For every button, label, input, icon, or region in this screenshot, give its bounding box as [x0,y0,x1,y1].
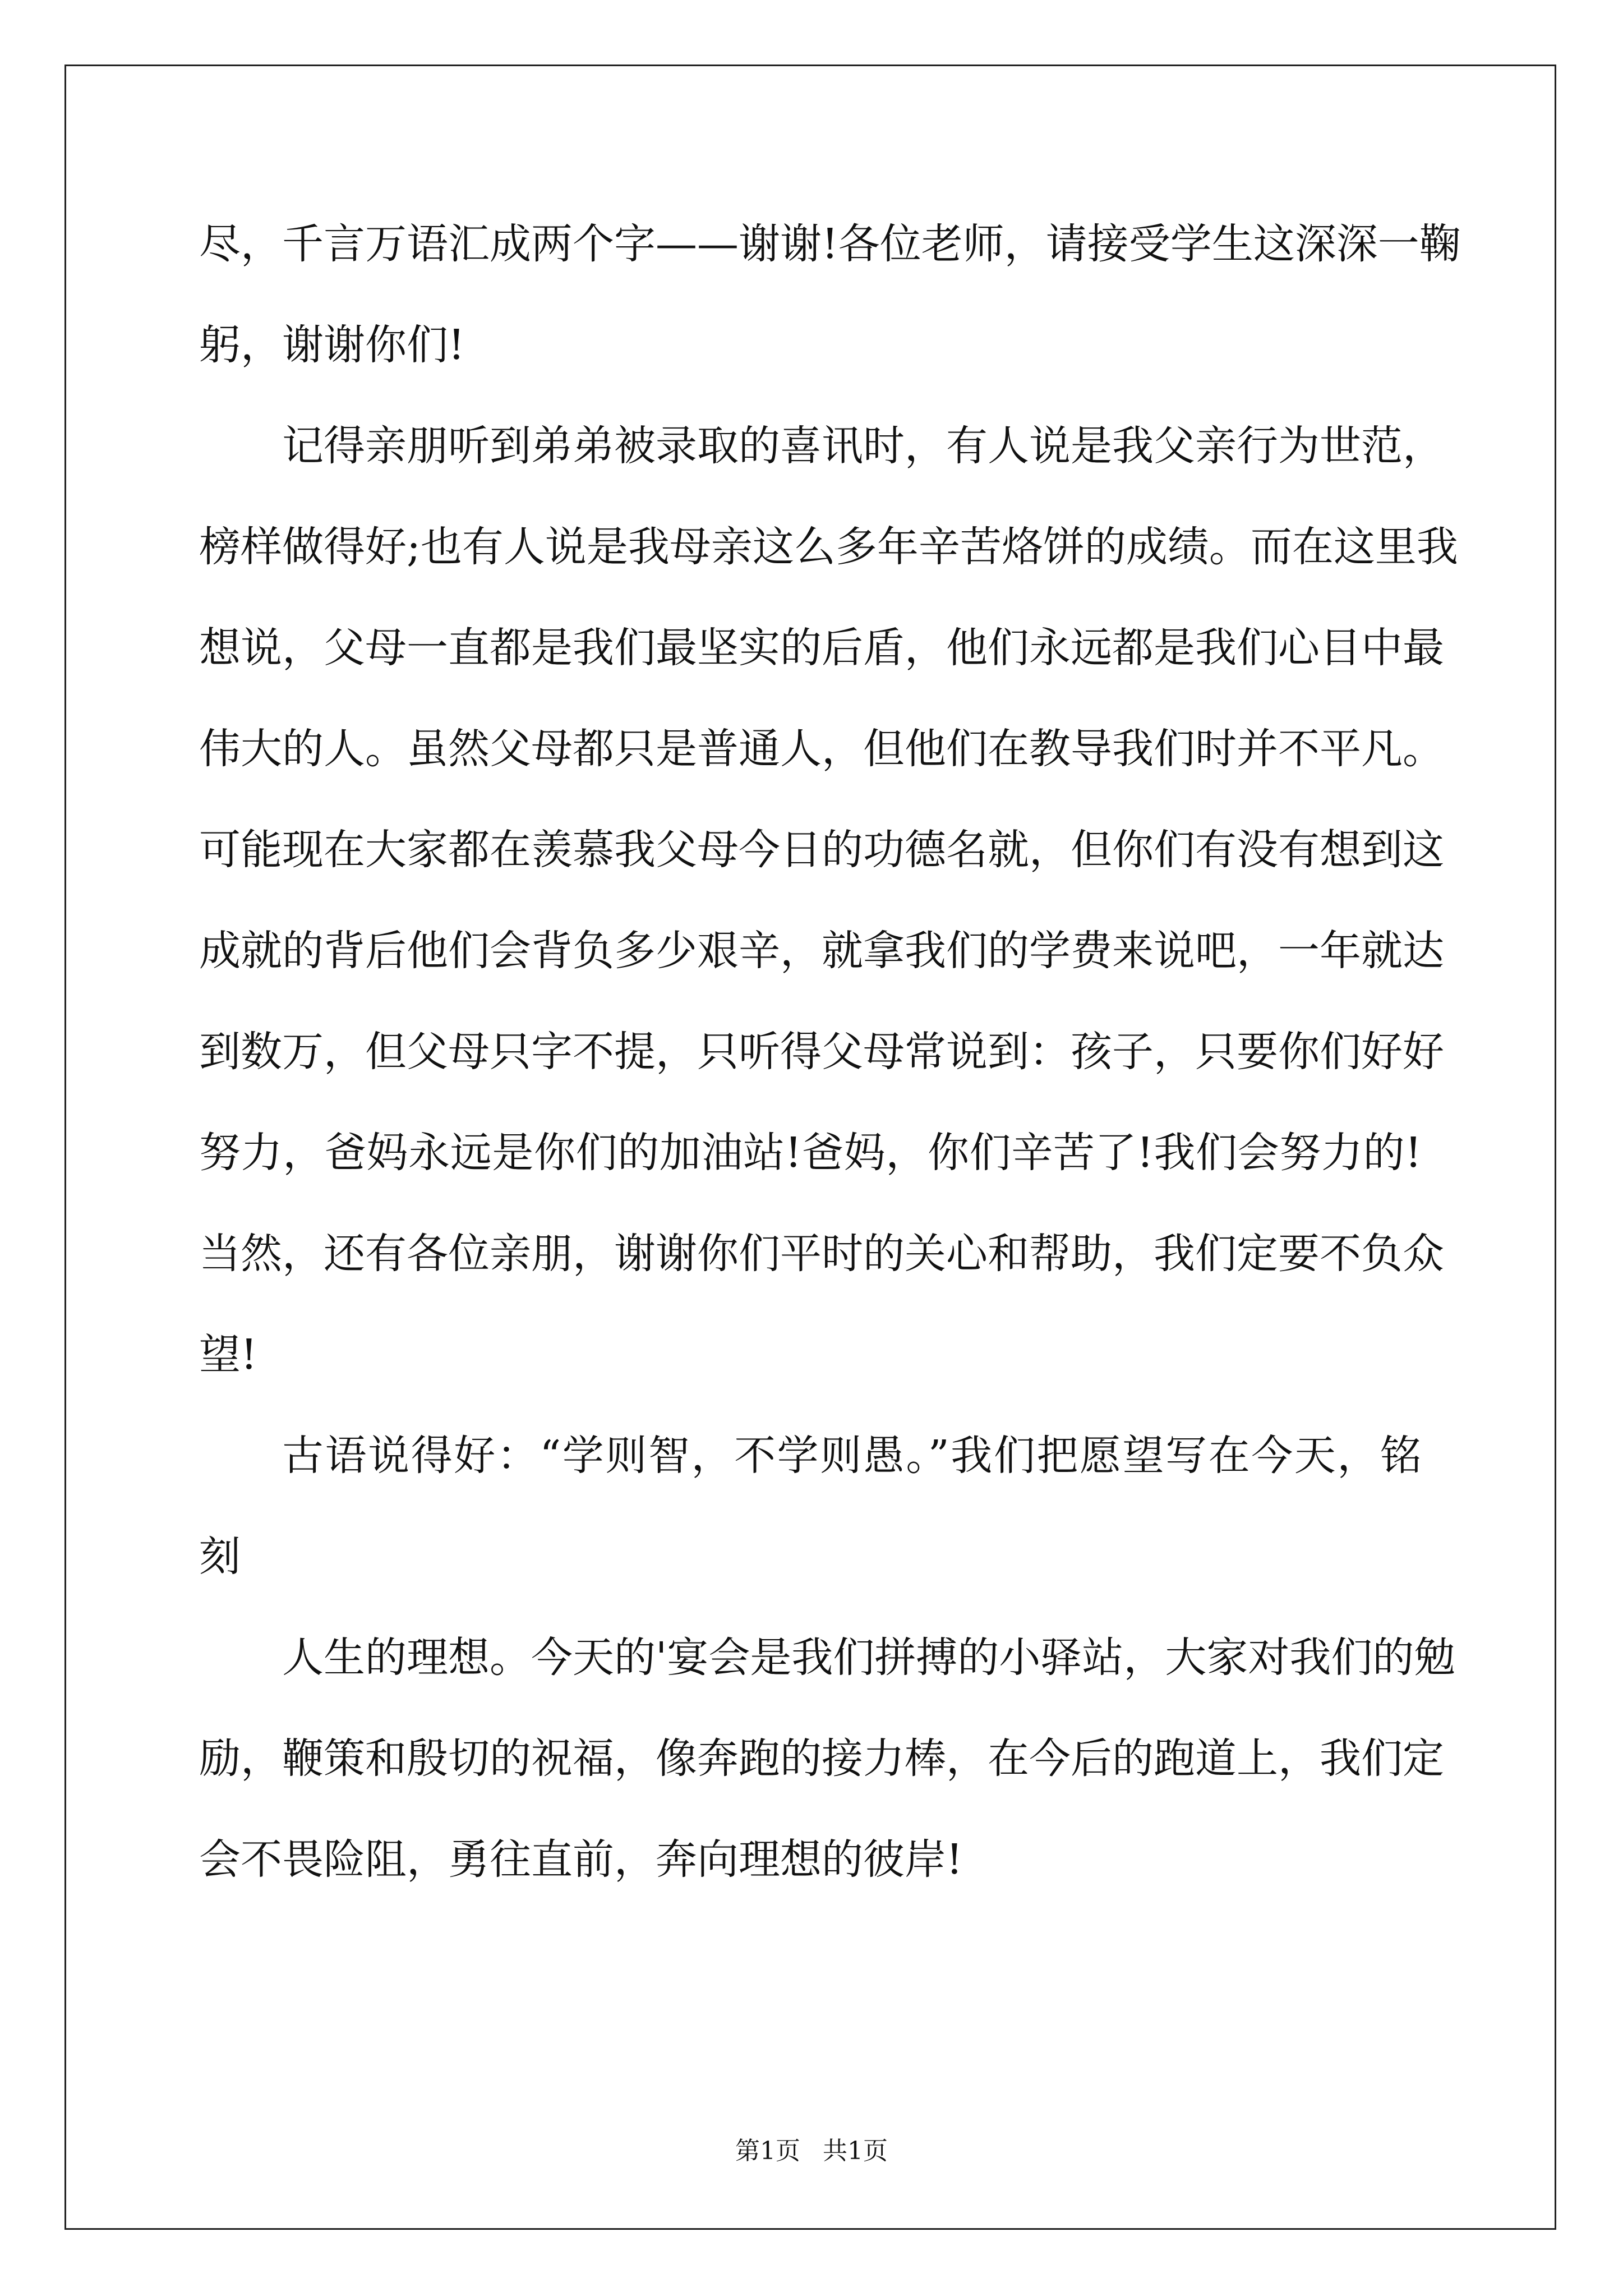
text-line: 可能现在大家都在羡慕我父母今日的功德名就，但你们有没有想到这 [199,826,1444,874]
text-line: 当然，还有各位亲朋，谢谢你们平时的关心和帮助，我们定要不负众 [199,1230,1444,1278]
text-line: 躬，谢谢你们! [199,321,465,369]
text-line: 榜样做得好;也有人说是我母亲这么多年辛苦烙饼的成绩。而在这里我 [199,523,1458,571]
text-line: 望! [199,1331,257,1379]
paragraph-start-line: 人生的理想。今天的'宴会是我们拼搏的小驿站，大家对我们的勉 [282,1634,1456,1682]
text-line: 伟大的人。虽然父母都只是普通人，但他们在教导我们时并不平凡。 [199,725,1444,773]
text-line: 到数万，但父母只字不提，只听得父母常说到：孩子，只要你们好好 [199,1028,1444,1076]
text-line: 想说，父母一直都是我们最坚实的后盾，他们永远都是我们心目中最 [199,624,1444,672]
text-line: 努力，爸妈永远是你们的加油站!爸妈，你们辛苦了!我们会努力的! [199,1129,1422,1177]
text-line: 成就的背后他们会背负多少艰辛，就拿我们的学费来说吧，一年就达 [199,927,1444,975]
text-line: 励，鞭策和殷切的祝福，像奔跑的接力棒，在今后的跑道上，我们定 [199,1734,1444,1783]
text-line: 刻 [199,1533,241,1581]
page-number-current: 第1页 [735,2137,800,2165]
paragraph-start-line: 记得亲朋听到弟弟被录取的喜讯时，有人说是我父亲行为世范， [282,422,1444,470]
document-body [199,219,1461,1935]
paragraph-start-line: 古语说得好：“学则智，不学则愚。”我们把愿望写在今天，铭 [282,1432,1422,1480]
text-line: 尽，千言万语汇成两个字——谢谢!各位老师，请接受学生这深深一鞠 [199,220,1461,268]
text-line: 会不畏险阻，勇往直前，奔向理想的彼岸! [199,1835,963,1884]
page-footer [0,2134,1623,2168]
page-number-total: 共1页 [823,2137,888,2165]
